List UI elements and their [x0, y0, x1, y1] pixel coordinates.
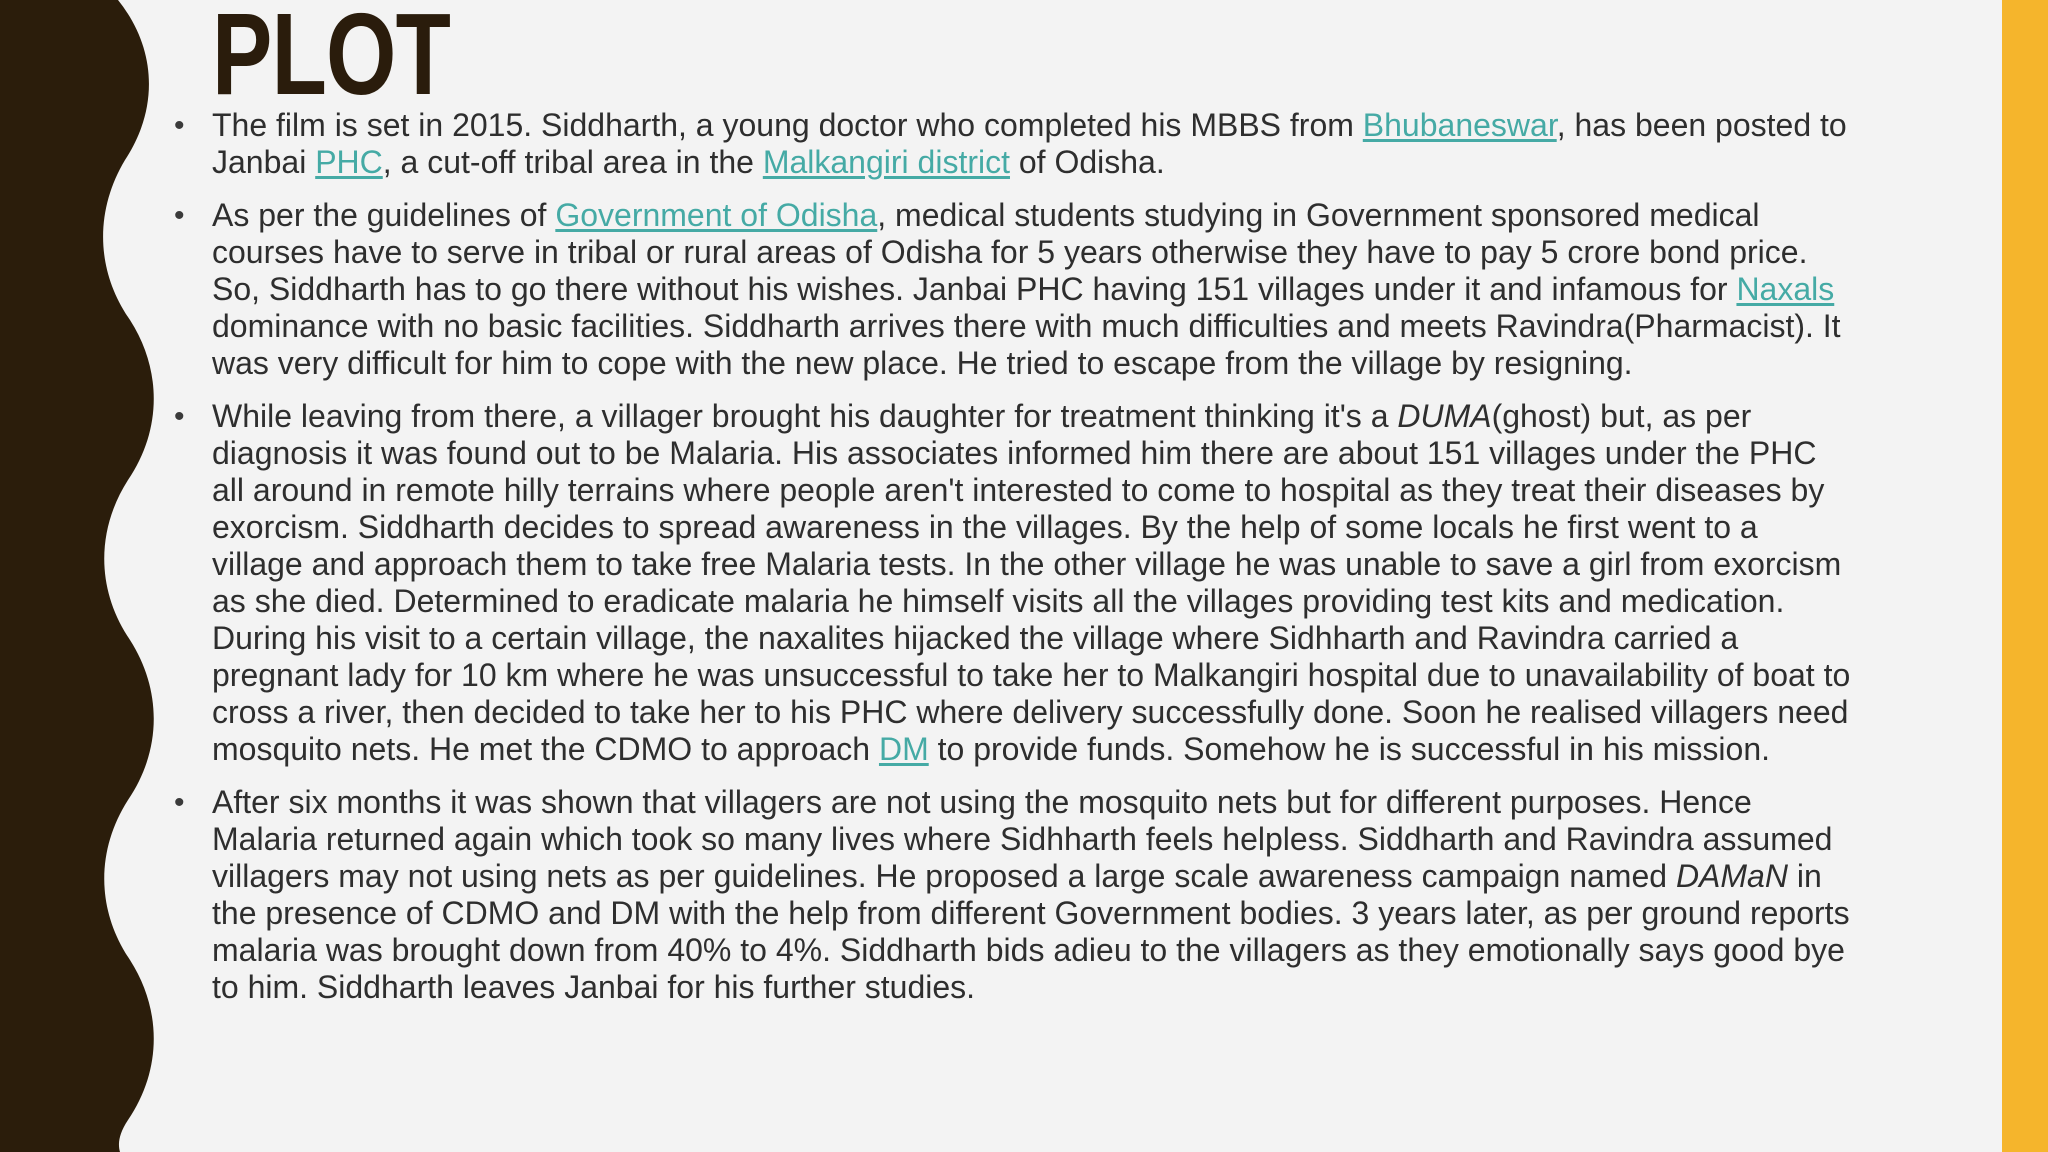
wavy-left-band: [0, 0, 160, 1152]
bullet-text: (ghost) but, as per diagnosis it was found out to be Malaria. His associates informed him there are about 151 villages under the PHC all around in remote hilly terrains where people aren't interested to come to hospital as they treat their diseases by exorcism. Siddharth decides to spread awareness in the villages. By the help of some locals he first went to a village and approach them to take free Malaria tests. In the other village he was unable to save a girl from exorcism as she died. Determined to eradicate malaria he himself visits all the villages providing test kits and medication. During his visit to a certain village, the naxalites hijacked the village where Sidhharth and Ravindra carried a pregnant lady for 10 km where he was unsuccessful to take her to Malkangiri hospital due to unavailability of boat to cross a river, then decided to take her to his PHC where delivery successfully done. Soon he realised villagers need mosquito nets. He met the CDMO to approach: [212, 398, 1851, 767]
bullet-malaria: [212, 398, 1852, 768]
bullet-text: , a cut-off tribal area in the: [382, 144, 763, 180]
bullet-emphasis: DAMaN: [1675, 858, 1788, 894]
bullet-text: in the presence of CDMO and DM with the help from different Government bodies. 3 years later, as per ground reports malaria was brought down from 40% to 4%. Siddharth bids adieu to the villagers as they emotionally says good bye to him. Siddharth leaves Janbai for his further studies.: [212, 858, 1850, 1005]
bullet-aftermath: [212, 784, 1852, 1006]
link-malkangiri-district[interactable]: Malkangiri district: [762, 144, 1010, 180]
bullet-text: While leaving from there, a villager brought his daughter for treatment thinking it's a: [212, 398, 1398, 434]
link-dm[interactable]: DM: [878, 731, 929, 767]
slide-title: PLOT: [212, 0, 451, 119]
plot-bullet-list: [212, 107, 1852, 1022]
bullet-text: After six months it was shown that villagers are not using the mosquito nets but for different purposes. Hence Malaria returned again which took so many lives where Sidhharth feels helpless. Siddharth and Ravindra assumed villagers may not using nets as per guidelines. He proposed a large scale awareness campaign named: [212, 784, 1833, 894]
bullet-text: The film is set in 2015. Siddharth, a young doctor who completed his MBBS from: [212, 107, 1363, 143]
bullet-text: dominance with no basic facilities. Siddharth arrives there with much difficulties and meets Ravindra(Pharmacist). It was very difficult for him to cope with the new place. He tried to escape from the village by resigning.: [212, 308, 1841, 381]
bullet-text: , has been posted to Janbai: [212, 107, 1847, 180]
bullet-text: , medical students studying in Government sponsored medical courses have to serve in tribal or rural areas of Odisha for 5 years otherwise they have to pay 5 crore bond price. So, Siddharth has to go there without his wishes. Janbai PHC having 151 villages under it and infamous for: [212, 197, 1808, 307]
bullet-emphasis: DUMA: [1397, 398, 1492, 434]
link-phc[interactable]: PHC: [315, 144, 383, 180]
bullet-guidelines: [212, 197, 1852, 382]
link-government-of-odisha[interactable]: Government of Odisha: [555, 197, 878, 233]
bullet-text: to provide funds. Somehow he is successful in his mission.: [928, 731, 1771, 767]
bullet-text: of Odisha.: [1009, 144, 1165, 180]
bullet-text: As per the guidelines of: [212, 197, 556, 233]
right-accent-band: [2002, 0, 2048, 1152]
link-bhubaneswar[interactable]: Bhubaneswar: [1362, 107, 1557, 143]
bullet-setting: [212, 107, 1852, 181]
link-naxals[interactable]: Naxals: [1736, 271, 1835, 307]
